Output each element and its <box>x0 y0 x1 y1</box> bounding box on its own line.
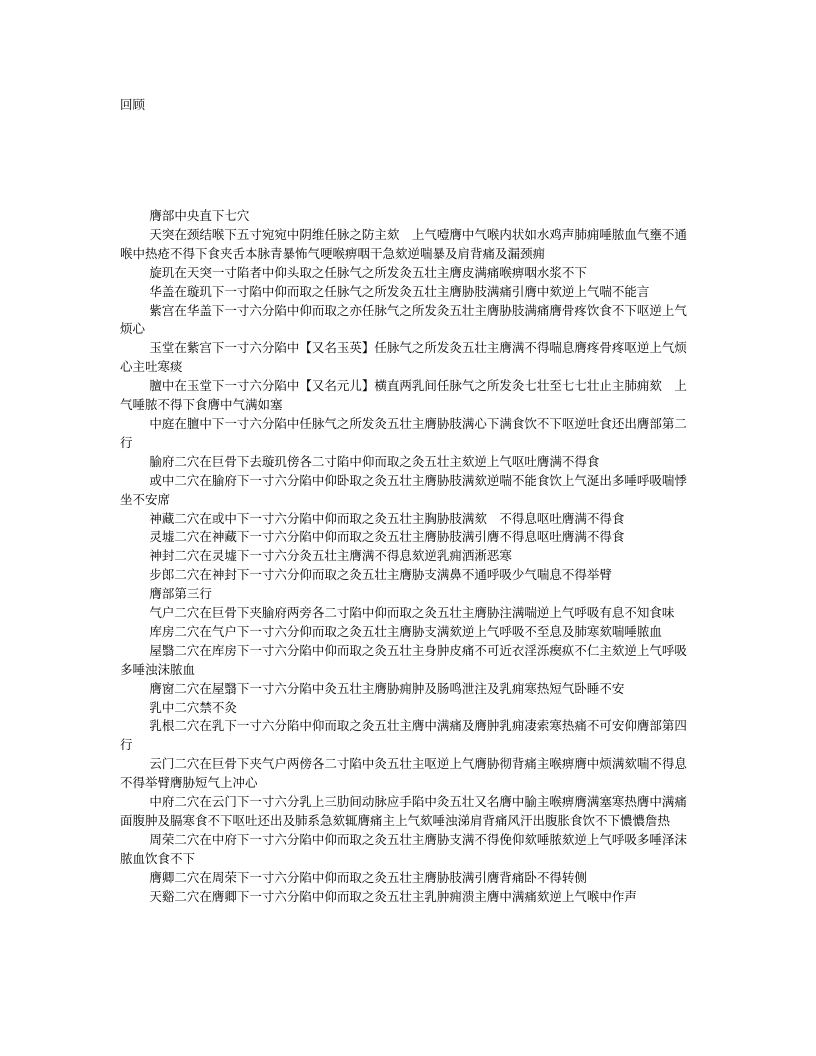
text-paragraph: 膺卿二穴在周荣下一寸六分陷中仰而取之灸五壮主膺胁肢满引膺背痛卧不得转侧 <box>149 869 587 885</box>
text-paragraph: 灵墟二穴在神藏下一寸六分陷中仰而取之灸五壮主膺胁肢满引膺不得息呕吐膺满不得食 <box>149 529 625 545</box>
text-paragraph: 神封二穴在灵墟下一寸六分灸五壮主膺满不得息欬逆乳痈洒淅恶寒 <box>149 548 512 564</box>
back-link[interactable]: 回顾 <box>120 97 146 112</box>
text-paragraph: 腧府二穴在巨骨下去璇玑傍各二寸陷中仰而取之灸五壮主欬逆上气呕吐膺满不得食 <box>149 453 600 469</box>
text-paragraph: 云门二穴在巨骨下夹气户两傍各二寸陷中灸五壮主呕逆上气膺胁彻背痛主喉痹膺中烦满欬喘不得息不得举臂膺胁短气上冲心 <box>120 756 687 791</box>
text-paragraph: 旋玑在天突一寸陷者中仰头取之任脉气之所发灸五壮主膺皮满痛喉痹咽水浆不下 <box>149 264 587 280</box>
text-paragraph: 中庭在膻中下一寸六分陷中任脉气之所发灸五壮主膺胁肢满心下满食饮不下呕逆吐食还出膺部第二行 <box>120 415 687 450</box>
text-paragraph: 玉堂在紫宫下一寸六分陷中【又名玉英】任脉气之所发灸五壮主膺满不得喘息膺疼骨疼呕逆上气烦心主吐寒痰 <box>120 340 687 375</box>
text-paragraph: 气户二穴在巨骨下夹腧府两旁各二寸陷中仰而取之灸五壮主膺胁注满喘逆上气呼吸有息不知食味 <box>149 605 675 621</box>
text-paragraph: 库房二穴在气户下一寸六分仰而取之灸五壮主膺胁支满欬逆上气呼吸不至息及肺寒欬喘唾脓血 <box>149 623 662 639</box>
text-paragraph: 天突在颈结喉下五寸宛宛中阴维任脉之防主欬 上气噎膺中气喉内状如水鸡声肺痈唾脓血气壅不通喉中热疮不得下食夹舌本脉青暴怖气哽喉痹咽干急欬逆喘暴及肩背痛及漏颈痈 <box>120 226 687 261</box>
text-paragraph: 乳中二穴禁不灸 <box>149 699 237 715</box>
document-body <box>120 207 698 907</box>
text-paragraph: 膻中在玉堂下一寸六分陷中【又名元儿】横直两乳间任脉气之所发灸七壮至七七壮止主肺痈欬 上气唾脓不得下食膺中气满如塞 <box>120 378 687 413</box>
text-paragraph: 紫宫在华盖下一寸六分陷中仰而取之亦任脉气之所发灸五壮主膺胁肢满痛膺骨疼饮食不下呕逆上气烦心 <box>120 302 687 337</box>
text-paragraph: 天谿二穴在膺卿下一寸六分陷中仰而取之灸五壮主乳肿痈溃主膺中满痛欬逆上气喉中作声 <box>149 888 637 904</box>
text-paragraph: 中府二穴在云门下一寸六分乳上三肋间动脉应手陷中灸五壮又名膺中腧主喉痹膺满塞寒热膺中满痛面腹肿及膈寒食不下呕吐还出及肺系急欬辄膺痛主上气欬唾浊涕肩背痛风汗出腹胀食饮不下憹憹詹热 <box>120 794 687 828</box>
section-heading: 膺部中央直下七穴 <box>149 208 250 223</box>
text-paragraph: 周荣二穴在中府下一寸六分陷中仰而取之灸五壮主膺胁支满不得俛仰欬唾脓欬逆上气呼吸多唾泽沫脓血饮食不下 <box>120 831 687 866</box>
text-paragraph: 屋翳二穴在库房下一寸六分陷中仰而取之灸五壮主身肿皮痛不可近衣淫泺瘈疭不仁主欬逆上气呼吸多唾浊沫脓血 <box>120 642 687 677</box>
text-paragraph: 神藏二穴在或中下一寸六分陷中仰而取之灸五壮主胸胁肢满欬 不得息呕吐膺满不得食 <box>149 510 625 526</box>
text-paragraph: 步郎二穴在神封下一寸六分仰而取之灸五壮主膺胁支满鼻不通呼吸少气喘息不得举臂 <box>149 567 612 583</box>
text-paragraph: 或中二穴在腧府下一寸六分陷中仰卧取之灸五壮主膺胁肢满欬逆喘不能食饮上气涎出多唾呼吸喘悸坐不安席 <box>120 472 687 507</box>
text-paragraph: 乳根二穴在乳下一寸六分陷中仰而取之灸五壮主膺中满痛及膺肿乳痈凄索寒热痛不可安仰膺部第四行 <box>120 718 687 753</box>
text-paragraph: 膺窗二穴在屋翳下一寸六分陷中灸五壮主膺胁痈肿及肠鸣泄注及乳痈寒热短气卧睡不安 <box>149 680 625 696</box>
section-heading: 膺部第三行 <box>149 586 212 602</box>
text-paragraph: 华盖在璇玑下一寸陷中仰而取之任脉气之所发灸五壮主膺胁肢满痛引膺中欬逆上气喘不能言 <box>149 283 650 299</box>
